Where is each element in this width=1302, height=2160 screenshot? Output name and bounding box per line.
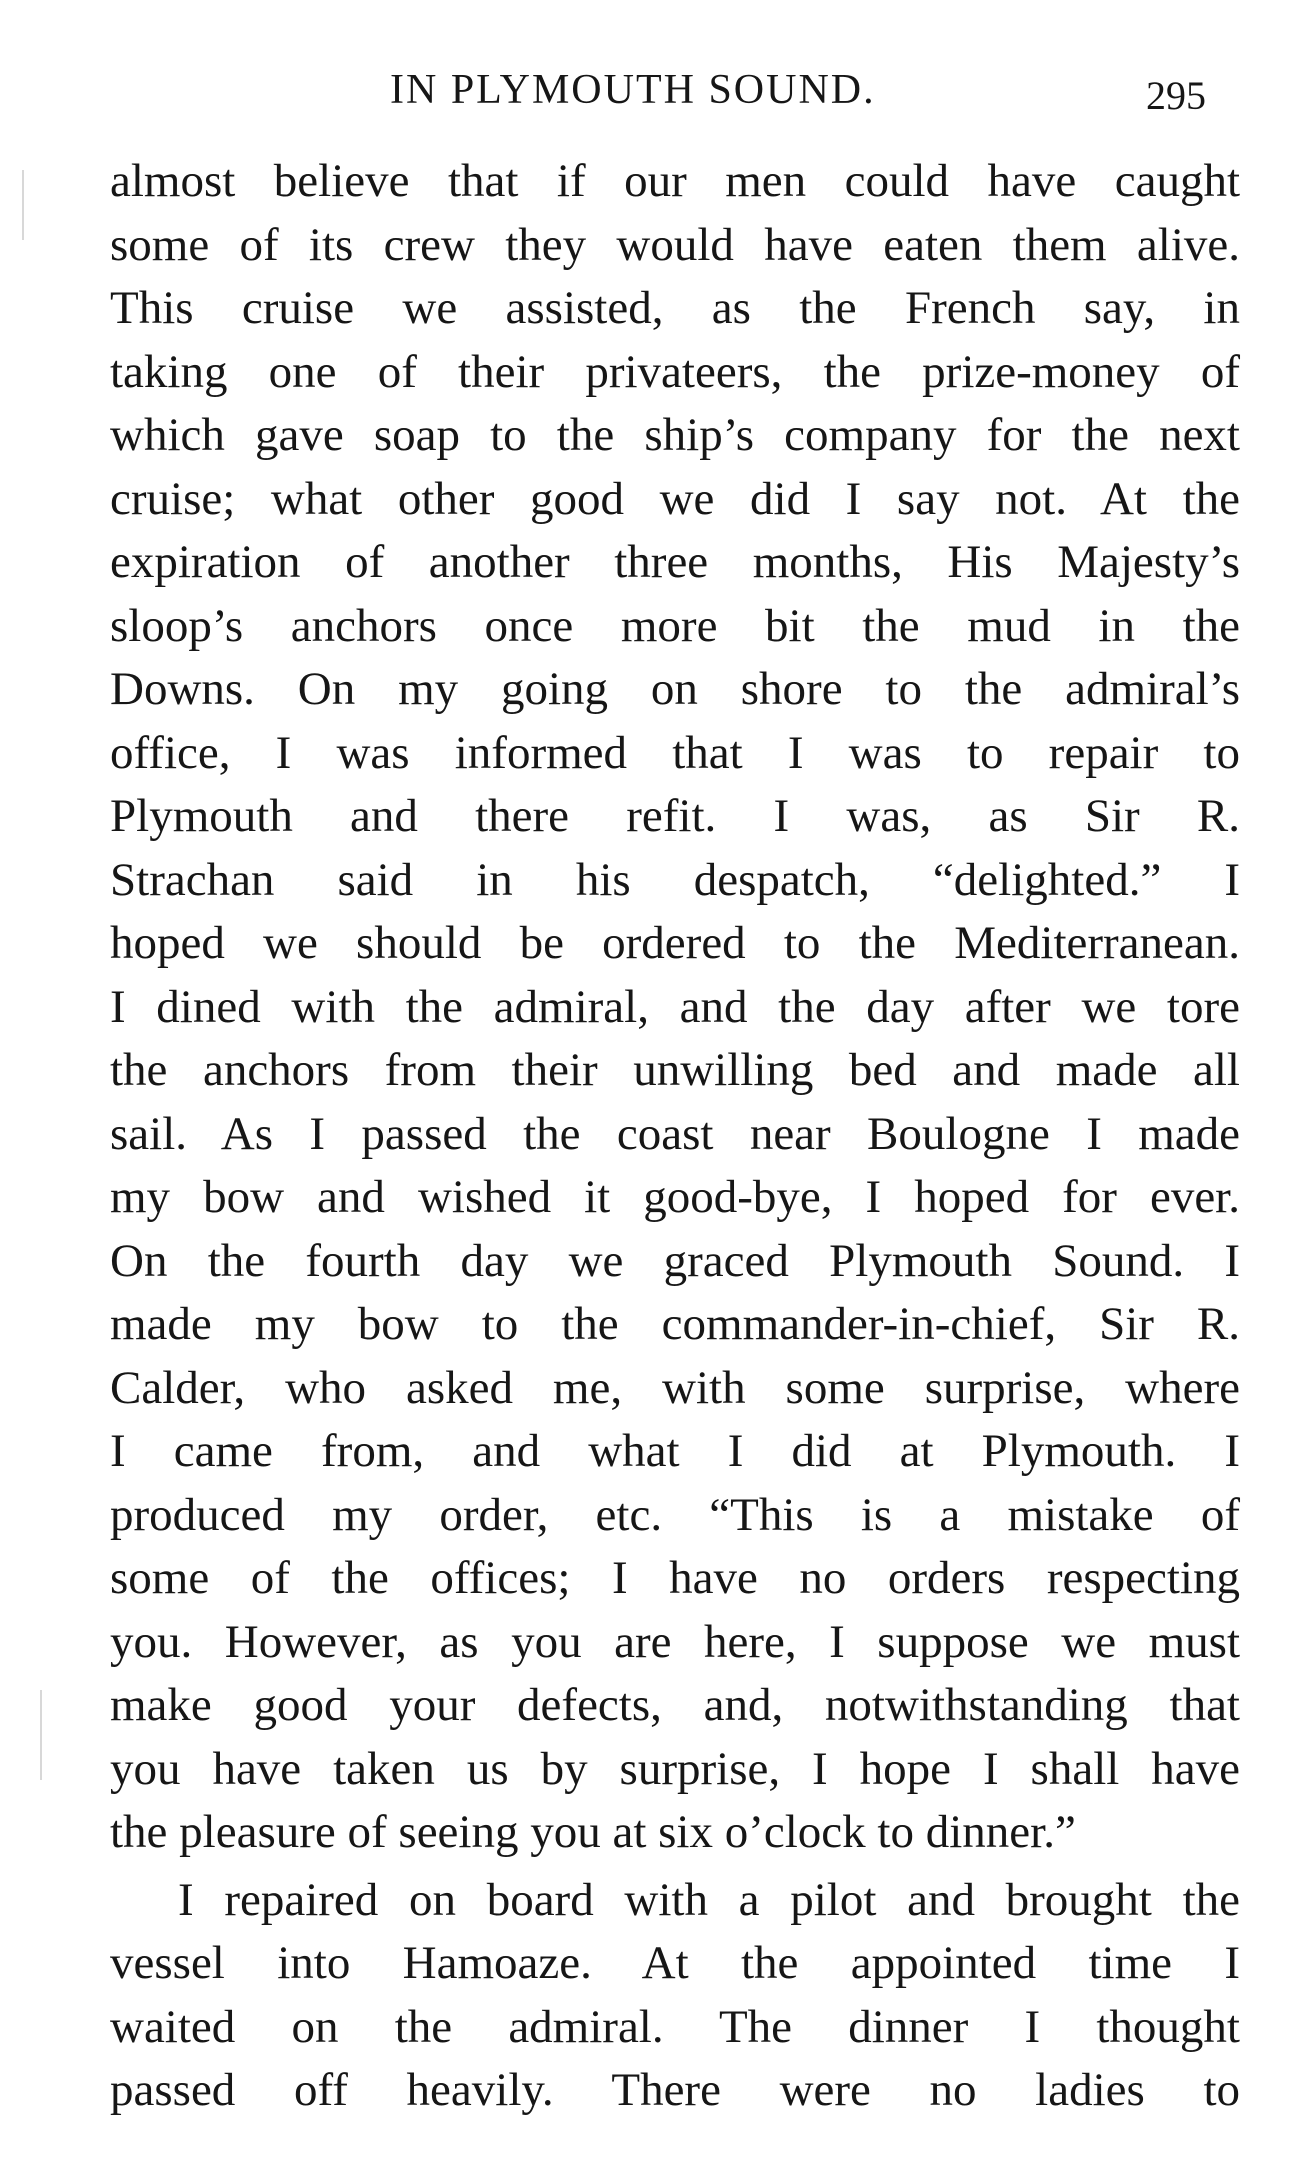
text-line: passed off heavily. There were no ladies to [110,2064,1240,2116]
text-line: you. However, as you are here, I suppose we must [110,1615,1240,1668]
text-line: make good your defects, and, notwithstanding that [110,1679,1240,1731]
text-line: expiration of another three months, His Majesty’s [110,536,1240,588]
scan-edge-mark [22,170,24,240]
page-number: 295 [1146,73,1206,118]
text-line: cruise; what other good we did I say not. At the [110,472,1240,525]
scan-edge-mark [40,1690,42,1780]
text-line: Downs. On my going on shore to the admiral’s [110,663,1240,715]
text-line: taking one of their privateers, the prize-money of [110,345,1240,398]
text-line: waited on the admiral. The dinner I thought [110,2000,1240,2053]
body-text [110,150,1240,2123]
paragraph [110,1869,1240,2123]
text-line: On the fourth day we graced Plymouth Sound. I [110,1234,1240,1287]
text-line: which gave soap to the ship’s company for the next [110,409,1240,461]
text-line: you have taken us by surprise, I hope I shall have [110,1742,1240,1795]
text-line: some of the offices; I have no orders respecting [110,1552,1240,1604]
text-line: Calder, who asked me, with some surprise, where [110,1361,1240,1414]
text-line: made my bow to the commander-in-chief, Sir R. [110,1298,1240,1350]
text-line: the anchors from their unwilling bed and made all [110,1044,1240,1096]
text-line: I dined with the admiral, and the day after we tore [110,980,1240,1033]
text-line: almost believe that if our men could have caught [110,155,1240,207]
text-line: vessel into Hamoaze. At the appointed time I [110,1937,1240,1989]
text-line: hoped we should be ordered to the Mediterranean. [110,917,1240,969]
text-line: my bow and wished it good-bye, I hoped for ever. [110,1171,1240,1223]
text-line: sail. As I passed the coast near Boulogne I made [110,1107,1240,1160]
running-head [110,66,1230,126]
text-line: the pleasure of seeing you at six o’clock to dinner.” [110,1806,1076,1858]
text-line: Strachan said in his despatch, “delighted.” I [110,853,1240,906]
text-line: I came from, and what I did at Plymouth. I [110,1425,1240,1477]
paragraph [110,150,1240,1865]
text-line: sloop’s anchors once more bit the mud in the [110,599,1240,652]
text-line: I repaired on board with a pilot and brought the [178,1873,1240,1926]
text-line: Plymouth and there refit. I was, as Sir R. [110,790,1240,842]
text-line: produced my order, etc. “This is a mistake of [110,1488,1240,1541]
text-line: some of its crew they would have eaten them alive. [110,218,1240,271]
text-line: This cruise we assisted, as the French say, in [110,282,1240,334]
running-title: IN PLYMOUTH SOUND. [390,67,876,113]
text-line: office, I was informed that I was to repair to [110,726,1240,779]
